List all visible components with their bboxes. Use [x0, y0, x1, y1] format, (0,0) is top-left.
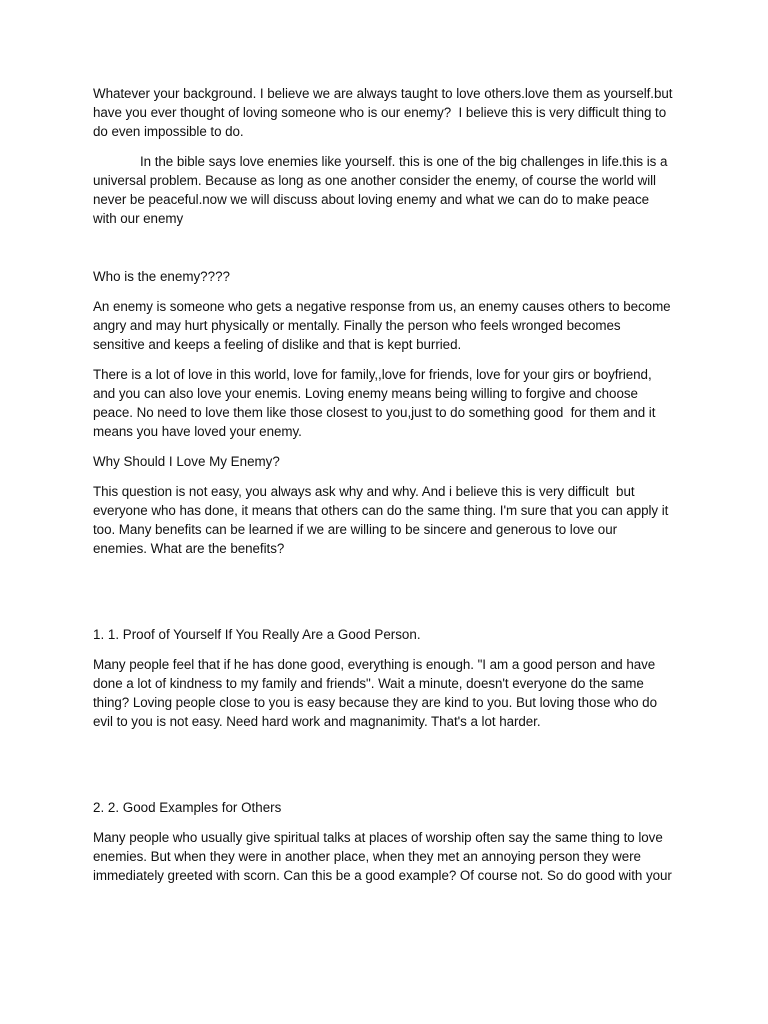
document-body — [93, 84, 677, 885]
spiritual-talks-paragraph: Many people who usually give spiritual talks at places of worship often say the same thing to love enemies. But when they were in another place, when they met an annoying person they were immediately greeted with scorn. Can this be a good example? Of course not. So do good with your — [93, 830, 672, 883]
question-paragraph: This question is not easy, you always ask why and why. And i believe this is very difficult but everyone who has done, it means that others can do the same thing. I'm sure that you can apply it too. Many benefits can be learned if we are willing to be sincere and generous to love our enemies. What are the benefits? — [93, 484, 673, 556]
section-heading-why-love: Why Should I Love My Enemy? — [93, 454, 280, 469]
section-heading-who-is-enemy: Who is the enemy???? — [93, 269, 230, 284]
love-paragraph: There is a lot of love in this world, love for family,,love for friends, love for your girs or boyfriend, and you can also love your enemis. Loving enemy means being willing to forgive and choose peace. No need to love them like those closest to you,just to do something good for them and it means you have loved your enemy. — [93, 367, 663, 439]
section-heading-good-examples: 2. 2. Good Examples for Others — [93, 800, 282, 815]
bible-paragraph: In the bible says love enemies like yourself. this is one of the big challenges in life.this is a universal problem. Because as long as one another consider the enemy, of course the world will never be peaceful.now we will discuss about loving enemy and what we can do to make peace with our enemy — [93, 154, 672, 226]
enemy-definition-paragraph: An enemy is someone who gets a negative response from us, an enemy causes others to become angry and may hurt physically or mentally. Finally the person who feels wronged becomes sensitive and keeps a feeling of dislike and that is kept burried. — [93, 299, 675, 352]
section-heading-proof-of-yourself: 1. 1. Proof of Yourself If You Really Are a Good Person. — [93, 627, 421, 642]
intro-paragraph: Whatever your background. I believe we are always taught to love others.love them as yourself.but have you ever thought of loving someone who is our enemy? I believe this is very difficult thing to do even impossible to do. — [93, 86, 677, 139]
good-person-paragraph: Many people feel that if he has done good, everything is enough. "I am a good person and have done a lot of kindness to my family and friends". Wait a minute, doesn't everyone do the same thing? Loving people close to you is easy because they are kind to you. But loving those who do evil to you is not easy. Need hard work and magnanimity. That's a lot harder. — [93, 657, 661, 729]
